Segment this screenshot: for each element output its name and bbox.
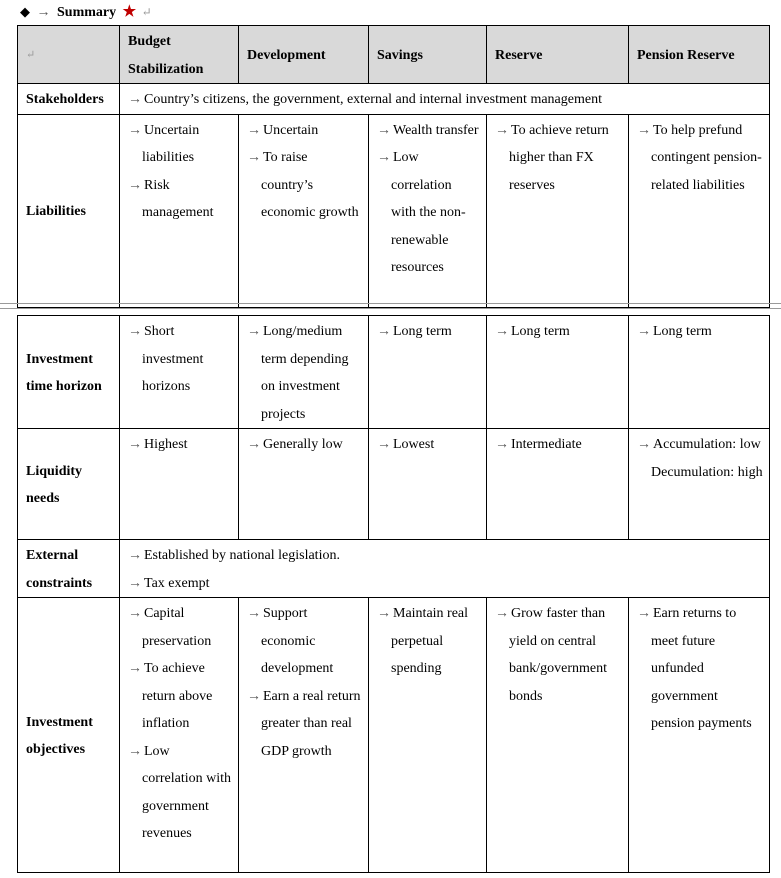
- header-pension-reserve: Pension Reserve: [629, 26, 770, 84]
- tab-arrow-icon: →: [128, 122, 142, 138]
- tab-arrow-icon: →: [128, 177, 142, 193]
- row-liabilities: [18, 114, 770, 307]
- cell-development: [239, 429, 369, 540]
- tab-arrow-icon: →: [247, 688, 261, 704]
- row-label: Liquidity needs: [18, 429, 120, 540]
- cell-savings: [369, 429, 487, 540]
- cell-budget-stabilization: [120, 598, 239, 873]
- cell-item-text: Long term: [511, 324, 570, 339]
- cell-bullet-item: [128, 117, 232, 172]
- cell-item-text: Risk management: [142, 177, 214, 220]
- tab-arrow-icon: →: [637, 606, 651, 621]
- tab-arrow-icon: →: [128, 575, 142, 591]
- tab-arrow-icon: →: [495, 122, 509, 138]
- cell-item-text: Lowest: [393, 437, 435, 452]
- tab-arrow-icon: →: [128, 324, 142, 339]
- cell-bullet-item: [128, 431, 232, 459]
- cell-savings: [369, 316, 487, 429]
- cell-item-text: Intermediate: [511, 437, 582, 452]
- heading-text: Summary: [57, 5, 117, 20]
- cell-bullet-item: [128, 600, 232, 655]
- cell-bullet-item: [377, 600, 480, 683]
- cell-bullet-item: [495, 117, 622, 200]
- tab-arrow-icon: →: [128, 606, 142, 621]
- cell-bullet-item: [377, 318, 480, 346]
- cell-item-text: Low correlation with the non-renewable resources: [391, 150, 466, 275]
- cell-bullet-item: [247, 683, 362, 766]
- tab-arrow-icon: →: [247, 150, 261, 165]
- cell-item-text: Low correlation with government revenues: [142, 743, 232, 841]
- tab-arrow-icon: →: [377, 122, 391, 138]
- cell-item-text: To help prefund contingent pension-related liabilities: [651, 122, 762, 193]
- tab-arrow-icon: →: [495, 324, 509, 339]
- row-label: Liabilities: [18, 114, 120, 307]
- cell-reserve: [487, 598, 629, 873]
- row-external-constraints: [18, 540, 770, 598]
- tab-arrow-icon: →: [128, 661, 142, 676]
- cell-item-text: Tax exempt: [144, 575, 210, 591]
- tab-arrow-icon: →: [495, 437, 509, 452]
- tab-arrow-icon: →: [495, 606, 509, 621]
- cell-item-text: Earn returns to meet future unfunded government pension payments: [651, 606, 752, 731]
- cell-item-text: To raise country’s economic growth: [261, 150, 359, 220]
- cell-item-text: Short investment horizons: [142, 324, 204, 394]
- cell-development: [239, 316, 369, 429]
- row-label: Investment objectives: [18, 598, 120, 873]
- cell-item-text: To achieve return above inflation: [142, 661, 213, 731]
- tab-arrow-icon: →: [637, 324, 651, 339]
- tab-arrow-icon: →: [128, 743, 142, 759]
- header-development: Development: [239, 26, 369, 84]
- tab-arrow-icon: →: [247, 606, 261, 621]
- row-label: External constraints: [18, 540, 120, 598]
- tab-arrow-icon: →: [637, 122, 651, 138]
- cell-bullet-item: [495, 318, 622, 346]
- tab-arrow-icon: →: [377, 606, 391, 621]
- cell-item-text: Accumulation: low Decumulation: high: [651, 437, 763, 480]
- cell-reserve: [487, 114, 629, 307]
- row-stakeholders: [18, 84, 770, 115]
- paragraph-mark-icon: ↵: [141, 5, 152, 19]
- page-break-line: [0, 308, 781, 309]
- cell-item-text: Wealth transfer: [393, 122, 479, 138]
- row-label: Investment time horizon: [18, 316, 120, 429]
- cell-budget-stabilization: [120, 429, 239, 540]
- cell-bullet-item: [247, 117, 362, 145]
- external-constraints-cell: [120, 540, 770, 598]
- tab-arrow-icon: →: [247, 324, 261, 339]
- cell-bullet-item: [377, 431, 480, 459]
- tab-arrow-icon: →: [247, 122, 261, 138]
- cell-item-text: Support economic development: [261, 606, 334, 676]
- summary-table-bottom: [17, 315, 770, 873]
- cell-bullet-item: [377, 117, 480, 145]
- row-investment-time-horizon: [18, 316, 770, 429]
- tab-arrow-icon: →: [247, 437, 261, 452]
- cell-item-text: Capital preservation: [142, 606, 212, 649]
- header-budget-stabilization: Budget Stabilization: [120, 26, 239, 84]
- cell-pension-reserve: [629, 429, 770, 540]
- cell-bullet-item: [128, 570, 763, 598]
- cell-pension-reserve: [629, 114, 770, 307]
- tab-arrow-icon: →: [377, 150, 391, 165]
- tab-arrow-icon: →: [377, 437, 391, 452]
- cell-item-text: Maintain real perpetual spending: [391, 606, 469, 676]
- cell-pension-reserve: [629, 598, 770, 873]
- tab-arrow-icon: →: [128, 437, 142, 452]
- table-header-row: [18, 26, 770, 84]
- tab-arrow-icon: →: [36, 5, 51, 20]
- cell-bullet-item: [637, 431, 763, 486]
- cell-bullet-item: [495, 431, 622, 459]
- cell-bullet-item: [637, 117, 763, 200]
- cell-budget-stabilization: [120, 114, 239, 307]
- diamond-bullet-icon: ◆: [20, 4, 30, 19]
- cell-item-text: To achieve return higher than FX reserves: [509, 122, 609, 193]
- cell-bullet-item: [247, 431, 362, 459]
- cell-item-text: Long term: [393, 324, 452, 339]
- cell-bullet-item: [128, 655, 232, 738]
- cell-item-text: Earn a real return greater than real GDP growth: [261, 688, 361, 759]
- cell-development: [239, 598, 369, 873]
- star-icon: ★: [122, 4, 137, 20]
- cell-bullet-item: [495, 600, 622, 710]
- header-savings: Savings: [369, 26, 487, 84]
- cell-item-text: Grow faster than yield on central bank/government bonds: [509, 606, 607, 704]
- cell-bullet-item: [128, 172, 232, 227]
- cell-item-text: Generally low: [263, 437, 343, 452]
- row-investment-objectives: [18, 598, 770, 873]
- page-break-line: [0, 303, 781, 304]
- cell-item-text: Uncertain: [263, 122, 319, 138]
- cell-bullet-item: [128, 318, 232, 401]
- header-reserve: Reserve: [487, 26, 629, 84]
- cell-item-text: Long/medium term depending on investment projects: [261, 324, 349, 422]
- cell-bullet-item: [637, 600, 763, 738]
- cell-pension-reserve: [629, 316, 770, 429]
- stakeholders-cell: → Country’s citizens, the government, external and internal investment management: [120, 84, 770, 115]
- cell-item-text: Long term: [653, 324, 712, 339]
- tab-arrow-icon: →: [637, 437, 651, 452]
- cell-development: [239, 114, 369, 307]
- cell-savings: [369, 114, 487, 307]
- cell-reserve: [487, 429, 629, 540]
- cell-item-text: Established by national legislation.: [144, 548, 340, 563]
- cell-bullet-item: [247, 318, 362, 428]
- cell-item-text: Uncertain liabilities: [142, 122, 200, 165]
- cell-bullet-item: [128, 738, 232, 848]
- tab-arrow-icon: →: [128, 548, 142, 563]
- tab-arrow-icon: →: [377, 324, 391, 339]
- cell-item-text: Highest: [144, 437, 188, 452]
- header-corner-cell: ↵: [18, 26, 120, 84]
- summary-table-top: [17, 25, 770, 308]
- cell-reserve: [487, 316, 629, 429]
- document-heading: [20, 3, 152, 21]
- cell-bullet-item: [128, 542, 763, 570]
- stakeholders-text: Country’s citizens, the government, external and internal investment management: [144, 92, 602, 107]
- cell-budget-stabilization: [120, 316, 239, 429]
- cell-bullet-item: [247, 600, 362, 683]
- row-liquidity-needs: [18, 429, 770, 540]
- cell-savings: [369, 598, 487, 873]
- cell-bullet-item: [247, 144, 362, 227]
- cell-bullet-item: [637, 318, 763, 346]
- cell-bullet-item: [377, 144, 480, 282]
- row-label: Stakeholders: [18, 84, 120, 115]
